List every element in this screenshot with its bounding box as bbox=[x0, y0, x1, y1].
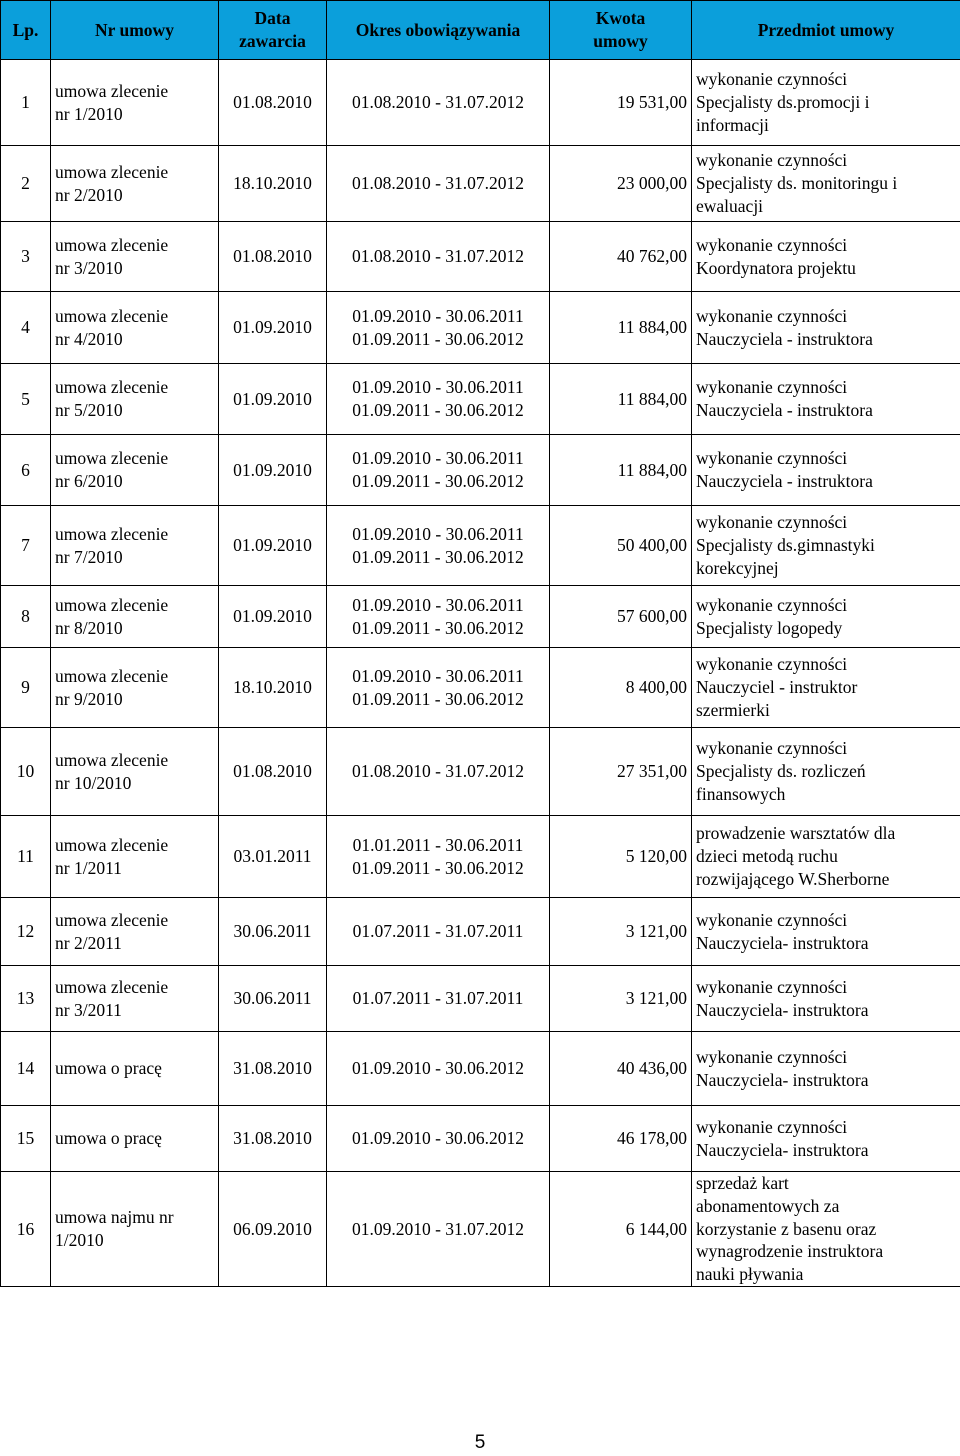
cell-kwota-text: 40 436,00 bbox=[617, 1058, 687, 1079]
cell-data-zawarcia bbox=[219, 1172, 327, 1287]
cell-lp-text: 10 bbox=[16, 761, 35, 782]
cell-lp-text: 12 bbox=[16, 921, 35, 942]
cell-okres-line: 01.07.2011 - 31.07.2011 bbox=[352, 921, 524, 942]
cell-data-zawarcia bbox=[219, 816, 327, 898]
cell-kwota bbox=[550, 648, 692, 728]
cell-lp bbox=[1, 1106, 51, 1172]
cell-data-zawarcia-text: 01.09.2010 bbox=[233, 535, 312, 556]
cell-okres-line: 01.08.2010 - 31.07.2012 bbox=[351, 246, 525, 267]
cell-okres bbox=[327, 222, 550, 292]
table-row bbox=[1, 966, 960, 1032]
cell-przedmiot bbox=[692, 222, 960, 292]
cell-przedmiot-line: wykonanie czynności bbox=[696, 512, 848, 533]
cell-nr-umowy bbox=[51, 966, 219, 1032]
cell-data-zawarcia bbox=[219, 146, 327, 222]
cell-lp bbox=[1, 435, 51, 506]
cell-okres-line: 01.09.2010 - 30.06.2011 bbox=[352, 448, 524, 469]
cell-kwota bbox=[550, 586, 692, 648]
cell-przedmiot-line: Specjalisty ds.promocji i bbox=[696, 92, 870, 113]
cell-nr-umowy bbox=[51, 1172, 219, 1287]
cell-kwota-text: 11 884,00 bbox=[617, 388, 687, 409]
header-data-zawarcia: Data zawarcia bbox=[219, 1, 327, 60]
cell-lp-text: 6 bbox=[21, 459, 30, 480]
cell-kwota bbox=[550, 1172, 692, 1287]
cell-przedmiot-line: Nauczyciela - instruktora bbox=[696, 400, 873, 420]
cell-lp-text: 1 bbox=[21, 92, 30, 113]
cell-nr-umowy-line: nr 7/2010 bbox=[55, 546, 123, 567]
cell-okres bbox=[327, 60, 550, 146]
cell-przedmiot bbox=[692, 292, 960, 364]
cell-przedmiot-line: Nauczyciela- instruktora bbox=[696, 932, 869, 953]
cell-przedmiot-line: wykonanie czynności bbox=[696, 1046, 848, 1067]
cell-data-zawarcia bbox=[219, 222, 327, 292]
cell-data-zawarcia-text: 30.06.2011 bbox=[233, 988, 312, 1009]
cell-kwota-text: 11 884,00 bbox=[617, 459, 687, 480]
cell-data-zawarcia bbox=[219, 966, 327, 1032]
cell-data-zawarcia-text: 31.08.2010 bbox=[233, 1128, 312, 1149]
cell-lp bbox=[1, 816, 51, 898]
cell-nr-umowy-line: nr 1/2011 bbox=[55, 857, 122, 878]
cell-nr-umowy-line: umowa zlecenie bbox=[55, 234, 169, 255]
cell-kwota-text: 50 400,00 bbox=[617, 535, 687, 556]
cell-nr-umowy bbox=[51, 60, 219, 146]
cell-data-zawarcia-text: 01.08.2010 bbox=[233, 92, 312, 113]
cell-przedmiot-line: wykonanie czynności bbox=[696, 1116, 848, 1137]
cell-nr-umowy bbox=[51, 222, 219, 292]
cell-data-zawarcia bbox=[219, 648, 327, 728]
cell-okres bbox=[327, 648, 550, 728]
cell-lp bbox=[1, 898, 51, 966]
cell-kwota-text: 5 120,00 bbox=[625, 846, 687, 867]
cell-przedmiot bbox=[692, 1172, 960, 1287]
cell-kwota-text: 23 000,00 bbox=[617, 173, 687, 194]
cell-przedmiot bbox=[692, 1032, 960, 1106]
cell-przedmiot-line: wykonanie czynności bbox=[696, 594, 848, 615]
cell-nr-umowy-line: umowa zlecenie bbox=[55, 909, 169, 930]
cell-nr-umowy bbox=[51, 728, 219, 816]
cell-lp bbox=[1, 728, 51, 816]
cell-przedmiot-line: Specjalisty logopedy bbox=[696, 617, 843, 638]
cell-kwota bbox=[550, 146, 692, 222]
cell-nr-umowy-line: umowa zlecenie bbox=[55, 976, 169, 997]
cell-nr-umowy-line: nr 2/2011 bbox=[55, 932, 122, 953]
cell-lp bbox=[1, 506, 51, 586]
cell-okres bbox=[327, 1032, 550, 1106]
cell-okres-line: 01.09.2011 - 30.06.2012 bbox=[352, 546, 524, 567]
cell-okres bbox=[327, 1106, 550, 1172]
cell-przedmiot bbox=[692, 966, 960, 1032]
header-kwota: Kwota umowy bbox=[550, 1, 692, 60]
cell-okres-line: 01.09.2011 - 30.06.2012 bbox=[352, 400, 524, 420]
table-row bbox=[1, 1172, 960, 1287]
cell-okres-line: 01.09.2010 - 31.07.2012 bbox=[351, 1218, 525, 1239]
cell-data-zawarcia-text: 31.08.2010 bbox=[233, 1058, 312, 1079]
cell-data-zawarcia bbox=[219, 1106, 327, 1172]
cell-data-zawarcia-text: 30.06.2011 bbox=[233, 921, 312, 942]
cell-okres-line: 01.09.2010 - 30.06.2011 bbox=[352, 523, 524, 544]
cell-kwota-text: 3 121,00 bbox=[625, 921, 687, 942]
cell-nr-umowy-line: nr 3/2010 bbox=[55, 257, 123, 278]
cell-okres bbox=[327, 292, 550, 364]
cell-nr-umowy-line: nr 4/2010 bbox=[55, 328, 123, 349]
header-przedmiot: Przedmiot umowy bbox=[692, 1, 960, 60]
cell-nr-umowy-line: umowa o pracę bbox=[55, 1058, 162, 1079]
cell-przedmiot-line: wykonanie czynności bbox=[696, 976, 848, 997]
cell-przedmiot-line: wykonanie czynności bbox=[696, 448, 848, 469]
cell-okres bbox=[327, 728, 550, 816]
cell-przedmiot-line: wykonanie czynności bbox=[696, 909, 848, 930]
cell-przedmiot-line: sprzedaż kart bbox=[696, 1173, 789, 1193]
cell-nr-umowy-line: umowa zlecenie bbox=[55, 377, 169, 398]
cell-przedmiot-line: Nauczyciela - instruktora bbox=[696, 471, 873, 491]
cell-nr-umowy-line: umowa zlecenie bbox=[55, 523, 169, 544]
cell-lp-text: 11 bbox=[17, 846, 34, 867]
cell-okres-line: 01.08.2010 - 31.07.2012 bbox=[351, 173, 525, 194]
cell-przedmiot-line: korekcyjnej bbox=[696, 557, 779, 578]
cell-data-zawarcia-text: 03.01.2011 bbox=[233, 846, 312, 867]
cell-przedmiot-line: finansowych bbox=[696, 783, 786, 804]
cell-data-zawarcia-text: 01.09.2010 bbox=[233, 606, 312, 627]
cell-nr-umowy-line: umowa zlecenie bbox=[55, 749, 169, 770]
table-header-row bbox=[1, 1, 960, 60]
cell-nr-umowy bbox=[51, 364, 219, 435]
cell-nr-umowy bbox=[51, 146, 219, 222]
cell-nr-umowy bbox=[51, 435, 219, 506]
cell-przedmiot bbox=[692, 648, 960, 728]
cell-okres-line: 01.09.2010 - 30.06.2011 bbox=[352, 665, 524, 686]
cell-lp-text: 16 bbox=[16, 1218, 35, 1239]
table-row bbox=[1, 816, 960, 898]
cell-okres bbox=[327, 586, 550, 648]
cell-okres-line: 01.09.2011 - 30.06.2012 bbox=[352, 688, 524, 709]
cell-okres bbox=[327, 966, 550, 1032]
table-row bbox=[1, 364, 960, 435]
cell-nr-umowy bbox=[51, 1032, 219, 1106]
cell-nr-umowy-line: nr 2/2010 bbox=[55, 184, 123, 205]
cell-lp-text: 2 bbox=[21, 173, 30, 194]
cell-przedmiot-line: Specjalisty ds. monitoringu i bbox=[696, 173, 898, 194]
cell-data-zawarcia-text: 01.08.2010 bbox=[233, 246, 312, 267]
cell-okres bbox=[327, 435, 550, 506]
cell-kwota bbox=[550, 816, 692, 898]
cell-przedmiot-line: wykonanie czynności bbox=[696, 377, 848, 398]
cell-przedmiot-line: wykonanie czynności bbox=[696, 738, 848, 759]
cell-przedmiot-line: Nauczyciela- instruktora bbox=[696, 999, 869, 1020]
cell-kwota bbox=[550, 222, 692, 292]
cell-nr-umowy-line: nr 5/2010 bbox=[55, 400, 123, 420]
cell-okres bbox=[327, 364, 550, 435]
cell-nr-umowy-line: umowa zlecenie bbox=[55, 161, 169, 182]
cell-przedmiot bbox=[692, 506, 960, 586]
cell-przedmiot bbox=[692, 435, 960, 506]
cell-przedmiot bbox=[692, 364, 960, 435]
cell-nr-umowy bbox=[51, 898, 219, 966]
cell-data-zawarcia-text: 01.09.2010 bbox=[233, 459, 312, 480]
cell-data-zawarcia bbox=[219, 435, 327, 506]
cell-okres-line: 01.07.2011 - 31.07.2011 bbox=[352, 988, 524, 1009]
cell-data-zawarcia bbox=[219, 728, 327, 816]
cell-data-zawarcia-text: 06.09.2010 bbox=[233, 1218, 312, 1239]
cell-okres-line: 01.09.2010 - 30.06.2011 bbox=[352, 305, 524, 326]
cell-kwota bbox=[550, 435, 692, 506]
cell-przedmiot-line: Koordynatora projektu bbox=[696, 257, 856, 278]
cell-kwota-text: 19 531,00 bbox=[617, 92, 687, 113]
cell-lp-text: 8 bbox=[21, 606, 30, 627]
cell-kwota-text: 3 121,00 bbox=[625, 988, 687, 1009]
cell-nr-umowy-line: nr 1/2010 bbox=[55, 103, 123, 124]
cell-nr-umowy bbox=[51, 816, 219, 898]
cell-okres-line: 01.09.2010 - 30.06.2011 bbox=[352, 594, 524, 615]
cell-kwota-text: 27 351,00 bbox=[617, 761, 687, 782]
cell-kwota-text: 11 884,00 bbox=[617, 317, 687, 338]
cell-okres-line: 01.09.2011 - 30.06.2012 bbox=[352, 617, 524, 638]
cell-przedmiot-line: Specjalisty ds.gimnastyki bbox=[696, 535, 875, 556]
cell-przedmiot bbox=[692, 586, 960, 648]
cell-data-zawarcia-text: 18.10.2010 bbox=[233, 173, 312, 194]
cell-kwota bbox=[550, 898, 692, 966]
cell-przedmiot-line: dzieci metodą ruchu bbox=[696, 846, 838, 867]
cell-data-zawarcia bbox=[219, 1032, 327, 1106]
cell-kwota bbox=[550, 1106, 692, 1172]
cell-przedmiot-line: Nauczyciel - instruktor bbox=[696, 677, 858, 698]
cell-okres-line: 01.09.2010 - 30.06.2011 bbox=[352, 377, 524, 398]
cell-nr-umowy bbox=[51, 586, 219, 648]
cell-okres-line: 01.08.2010 - 31.07.2012 bbox=[351, 92, 525, 113]
cell-przedmiot-line: Nauczyciela - instruktora bbox=[696, 328, 873, 349]
table-row bbox=[1, 222, 960, 292]
cell-przedmiot-line: informacji bbox=[696, 114, 769, 135]
cell-nr-umowy-line: nr 3/2011 bbox=[55, 999, 122, 1020]
cell-przedmiot-line: rozwijającego W.Sherborne bbox=[696, 868, 890, 889]
cell-lp bbox=[1, 292, 51, 364]
cell-nr-umowy bbox=[51, 292, 219, 364]
cell-kwota bbox=[550, 292, 692, 364]
cell-nr-umowy-line: nr 10/2010 bbox=[55, 772, 132, 793]
cell-przedmiot-line: prowadzenie warsztatów dla bbox=[696, 823, 896, 844]
table-body bbox=[1, 60, 960, 1287]
cell-przedmiot-line: wykonanie czynności bbox=[696, 150, 848, 171]
cell-data-zawarcia bbox=[219, 60, 327, 146]
cell-lp bbox=[1, 1032, 51, 1106]
cell-kwota bbox=[550, 364, 692, 435]
cell-przedmiot-line: wykonanie czynności bbox=[696, 654, 848, 675]
cell-data-zawarcia bbox=[219, 292, 327, 364]
cell-kwota-text: 46 178,00 bbox=[617, 1128, 687, 1149]
cell-okres-line: 01.09.2010 - 30.06.2012 bbox=[351, 1128, 525, 1149]
cell-przedmiot-line: Nauczyciela- instruktora bbox=[696, 1069, 869, 1090]
cell-przedmiot bbox=[692, 816, 960, 898]
table-row bbox=[1, 1032, 960, 1106]
table-row bbox=[1, 435, 960, 506]
cell-przedmiot bbox=[692, 1106, 960, 1172]
cell-przedmiot-line: wykonanie czynności bbox=[696, 305, 848, 326]
table-row bbox=[1, 60, 960, 146]
cell-przedmiot-line: Nauczyciela- instruktora bbox=[696, 1139, 869, 1160]
cell-okres-line: 01.09.2010 - 30.06.2012 bbox=[351, 1058, 525, 1079]
cell-nr-umowy bbox=[51, 1106, 219, 1172]
cell-lp bbox=[1, 60, 51, 146]
cell-okres bbox=[327, 898, 550, 966]
table-row bbox=[1, 506, 960, 586]
table-row bbox=[1, 292, 960, 364]
cell-przedmiot bbox=[692, 728, 960, 816]
cell-lp bbox=[1, 364, 51, 435]
cell-kwota-text: 40 762,00 bbox=[617, 246, 687, 267]
cell-lp bbox=[1, 222, 51, 292]
cell-lp-text: 5 bbox=[21, 388, 30, 409]
cell-lp-text: 13 bbox=[16, 988, 35, 1009]
cell-nr-umowy-line: nr 6/2010 bbox=[55, 471, 123, 491]
cell-data-zawarcia bbox=[219, 364, 327, 435]
cell-lp bbox=[1, 586, 51, 648]
cell-nr-umowy-line: nr 9/2010 bbox=[55, 688, 123, 709]
cell-data-zawarcia bbox=[219, 506, 327, 586]
cell-kwota-text: 8 400,00 bbox=[625, 677, 687, 698]
cell-przedmiot bbox=[692, 60, 960, 146]
cell-okres bbox=[327, 1172, 550, 1287]
cell-data-zawarcia-text: 18.10.2010 bbox=[233, 677, 312, 698]
cell-nr-umowy-line: nr 8/2010 bbox=[55, 617, 123, 638]
cell-okres-line: 01.01.2011 - 30.06.2011 bbox=[352, 834, 524, 855]
table-row bbox=[1, 1106, 960, 1172]
cell-kwota bbox=[550, 1032, 692, 1106]
cell-kwota-text: 57 600,00 bbox=[617, 606, 687, 627]
cell-okres bbox=[327, 816, 550, 898]
cell-lp bbox=[1, 146, 51, 222]
table-row bbox=[1, 898, 960, 966]
cell-przedmiot-line: wynagrodzenie instruktora bbox=[696, 1241, 884, 1262]
cell-lp bbox=[1, 966, 51, 1032]
cell-nr-umowy-line: umowa zlecenie bbox=[55, 448, 169, 469]
cell-nr-umowy-line: umowa zlecenie bbox=[55, 665, 169, 686]
page-number: 5 bbox=[474, 1432, 486, 1453]
cell-kwota bbox=[550, 728, 692, 816]
cell-data-zawarcia bbox=[219, 586, 327, 648]
cell-okres bbox=[327, 146, 550, 222]
cell-nr-umowy-line: 1/2010 bbox=[55, 1229, 104, 1250]
cell-przedmiot bbox=[692, 146, 960, 222]
cell-przedmiot bbox=[692, 898, 960, 966]
cell-data-zawarcia-text: 01.08.2010 bbox=[233, 761, 312, 782]
cell-kwota-text: 6 144,00 bbox=[625, 1218, 687, 1239]
cell-data-zawarcia-text: 01.09.2010 bbox=[233, 388, 312, 409]
cell-nr-umowy-line: umowa zlecenie bbox=[55, 834, 169, 855]
cell-przedmiot-line: Specjalisty ds. rozliczeń bbox=[696, 761, 866, 782]
header-okres: Okres obowiązywania bbox=[327, 1, 550, 60]
cell-przedmiot-line: szermierki bbox=[696, 699, 770, 720]
header-lp: Lp. bbox=[1, 1, 51, 60]
table-row bbox=[1, 648, 960, 728]
cell-nr-umowy-line: umowa zlecenie bbox=[55, 594, 169, 615]
cell-okres-line: 01.09.2011 - 30.06.2012 bbox=[352, 328, 524, 349]
cell-lp-text: 15 bbox=[16, 1128, 35, 1149]
cell-nr-umowy-line: umowa zlecenie bbox=[55, 305, 169, 326]
cell-kwota bbox=[550, 506, 692, 586]
cell-przedmiot-line: korzystanie z basenu oraz bbox=[696, 1218, 877, 1239]
cell-data-zawarcia bbox=[219, 898, 327, 966]
cell-nr-umowy-line: umowa najmu nr bbox=[55, 1207, 174, 1228]
cell-lp-text: 9 bbox=[21, 677, 30, 698]
cell-lp-text: 14 bbox=[16, 1058, 35, 1079]
header-nr-umowy: Nr umowy bbox=[51, 1, 219, 60]
table-row bbox=[1, 146, 960, 222]
cell-przedmiot-line: wykonanie czynności bbox=[696, 234, 848, 255]
cell-przedmiot-line: nauki pływania bbox=[696, 1264, 804, 1284]
cell-data-zawarcia-text: 01.09.2010 bbox=[233, 317, 312, 338]
table-row bbox=[1, 586, 960, 648]
cell-kwota bbox=[550, 966, 692, 1032]
table-row bbox=[1, 728, 960, 816]
cell-kwota bbox=[550, 60, 692, 146]
cell-okres-line: 01.08.2010 - 31.07.2012 bbox=[351, 761, 525, 782]
cell-lp-text: 3 bbox=[21, 246, 30, 267]
cell-lp-text: 4 bbox=[21, 317, 30, 338]
cell-nr-umowy-line: umowa o pracę bbox=[55, 1128, 162, 1149]
cell-okres-line: 01.09.2011 - 30.06.2012 bbox=[352, 471, 524, 491]
cell-nr-umowy bbox=[51, 648, 219, 728]
cell-lp-text: 7 bbox=[21, 535, 30, 556]
cell-nr-umowy-line: umowa zlecenie bbox=[55, 80, 169, 101]
cell-przedmiot-line: abonamentowych za bbox=[696, 1195, 840, 1216]
cell-okres bbox=[327, 506, 550, 586]
cell-lp bbox=[1, 1172, 51, 1287]
cell-okres-line: 01.09.2011 - 30.06.2012 bbox=[352, 857, 524, 878]
cell-lp bbox=[1, 648, 51, 728]
cell-przedmiot-line: ewaluacji bbox=[696, 195, 764, 216]
cell-nr-umowy bbox=[51, 506, 219, 586]
cell-przedmiot-line: wykonanie czynności bbox=[696, 69, 848, 90]
